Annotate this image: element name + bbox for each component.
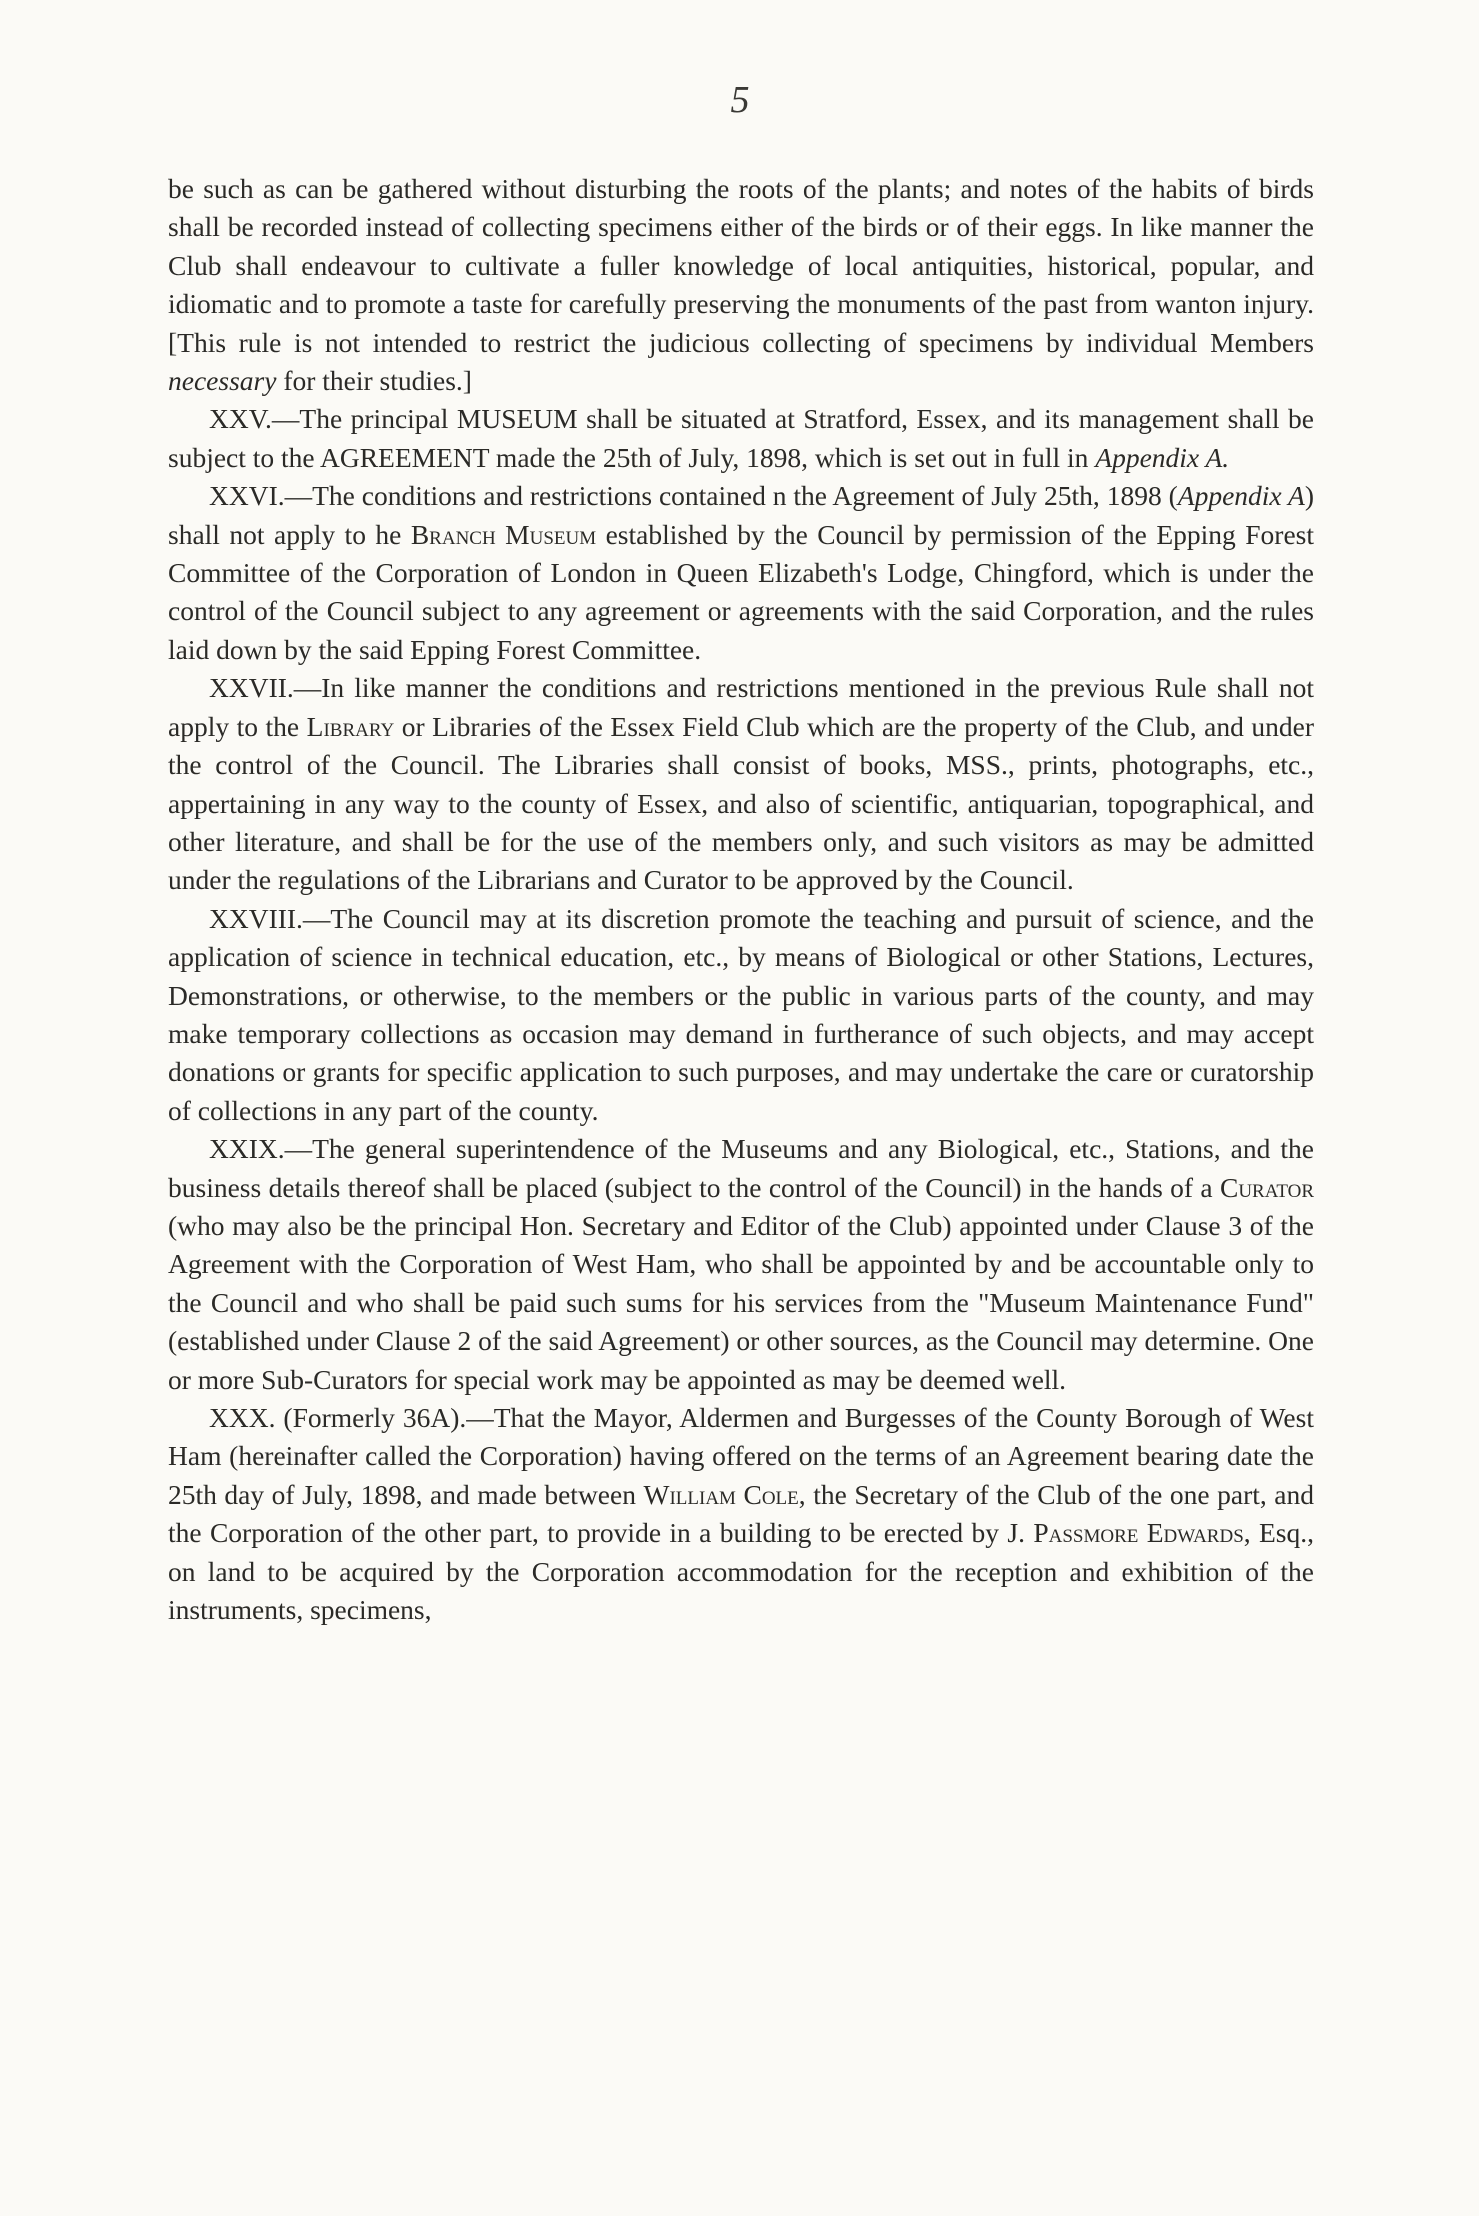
- text-segment-smallcaps: Passmore Edwards: [1033, 1517, 1244, 1549]
- text-segment: , Esq., on land to be acquired by the Corporation accommodation for the reception and exhibition of the instruments, specimens,: [168, 1517, 1314, 1626]
- text-segment-smallcaps: Library: [306, 710, 395, 742]
- text-segment: established by the Council by permission of the Epping Forest Committee of the Corporation of London in Queen Elizabeth's Lodge, Chingford, which is under the control of the Council subject to any agreement or agreements with the said Corporation, and the rules laid down by the said Epping Forest Committee.: [168, 518, 1314, 665]
- text-segment: or Libraries of the Essex Field Club which are the property of the Club, and under the control of the Council. The Libraries shall consist of books, MSS., prints, photographs, etc., appertaining in any way to the county of Essex, and also of scientific, antiquarian, topographical, and other literature, and shall be for the use of the members only, and such visitors as may be admitted under the regulations of the Librarians and Curator to be approved by the Council.: [168, 710, 1314, 896]
- text-segment-italic: Appendix A.: [1095, 441, 1230, 473]
- rule-xxviii: [168, 900, 1314, 1130]
- text-segment: XXVIII.—The Council may at its discretion promote the teaching and pursuit of science, and the application of science in technical education, etc., by means of Biological or other Stations, Lectures, Demonstrations, or otherwise, to the members or the public in various parts of the county, and may make temporary collections as occasion may demand in furtherance of such objects, and may accept donations or grants for specific application to such purposes, and may undertake the care or curatorship of collections in any part of the county.: [168, 902, 1314, 1126]
- rules-text: [168, 170, 1314, 1629]
- text-segment: XXVII.—In like manner the conditions and restrictions mentioned in the previous Rule shall not apply to the: [168, 672, 1314, 742]
- rule-xxv: [168, 400, 1314, 477]
- text-segment: ) shall not apply to he: [168, 480, 1314, 550]
- text-segment: (who may also be the principal Hon. Secretary and Editor of the Club) appointed under Clause 3 of the Agreement with the Corporation of West Ham, who shall be appointed by and be accountable only to the Council and who shall be paid such sums for his services from the "Museum Maintenance Fund" (established under Clause 2 of the said Agreement) or other sources, as the Council may determine. One or more Sub-Curators for special work may be appointed as may be deemed well.: [168, 1209, 1314, 1395]
- text-segment: XXX. (Formerly 36A).—That the Mayor, Aldermen and Burgesses of the County Borough of West Ham (hereinafter called the Corporation) having offered on the terms of an Agreement bearing date the 25th day of July, 1898, and made between: [168, 1402, 1314, 1510]
- paragraph-continuation: [168, 170, 1314, 400]
- text-segment-italic: necessary: [168, 365, 277, 397]
- rule-xxix: [168, 1130, 1314, 1399]
- text-segment-italic: Appendix A: [1177, 480, 1305, 512]
- page-number: 5: [730, 79, 750, 121]
- text-segment: XXVI.—The conditions and restrictions contained n the Agreement of July 25th, 1898 (: [209, 480, 1178, 512]
- rule-xxvi: [168, 477, 1314, 669]
- rule-xxvii: [168, 669, 1314, 899]
- rule-xxx: [168, 1399, 1314, 1629]
- text-segment: XXIX.—The general superintendence of the Museums and any Biological, etc., Stations, and the business details thereof shall be placed (subject to the control of the Council) in the hands of a: [168, 1133, 1314, 1203]
- text-segment: XXV.—The principal MUSEUM shall be situated at Stratford, Essex, and its management shall be subject to the AGREEMENT made the 25th of July, 1898, which is set out in full in: [168, 403, 1314, 473]
- text-segment: be such as can be gathered without disturbing the roots of the plants; and notes of the habits of birds shall be recorded instead of collecting specimens either of the birds or of their eggs. In like manner the Club shall endeavour to cultivate a fuller knowledge of local antiquities, historical, popular, and idiomatic and to promote a taste for carefully preserving the monuments of the past from wanton injury. [This rule is not intended to restrict the judicious collecting of specimens by individual Members: [168, 173, 1314, 358]
- text-segment-smallcaps: Branch Museum: [410, 518, 597, 550]
- text-segment-smallcaps: Curator: [1219, 1171, 1314, 1203]
- text-segment-smallcaps: William Cole: [643, 1478, 799, 1510]
- text-segment: , the Secretary of the Club of the one part, and the Corporation of the other part, to provide in a building to be erected by J.: [168, 1478, 1315, 1549]
- text-segment: for their studies.]: [276, 365, 472, 397]
